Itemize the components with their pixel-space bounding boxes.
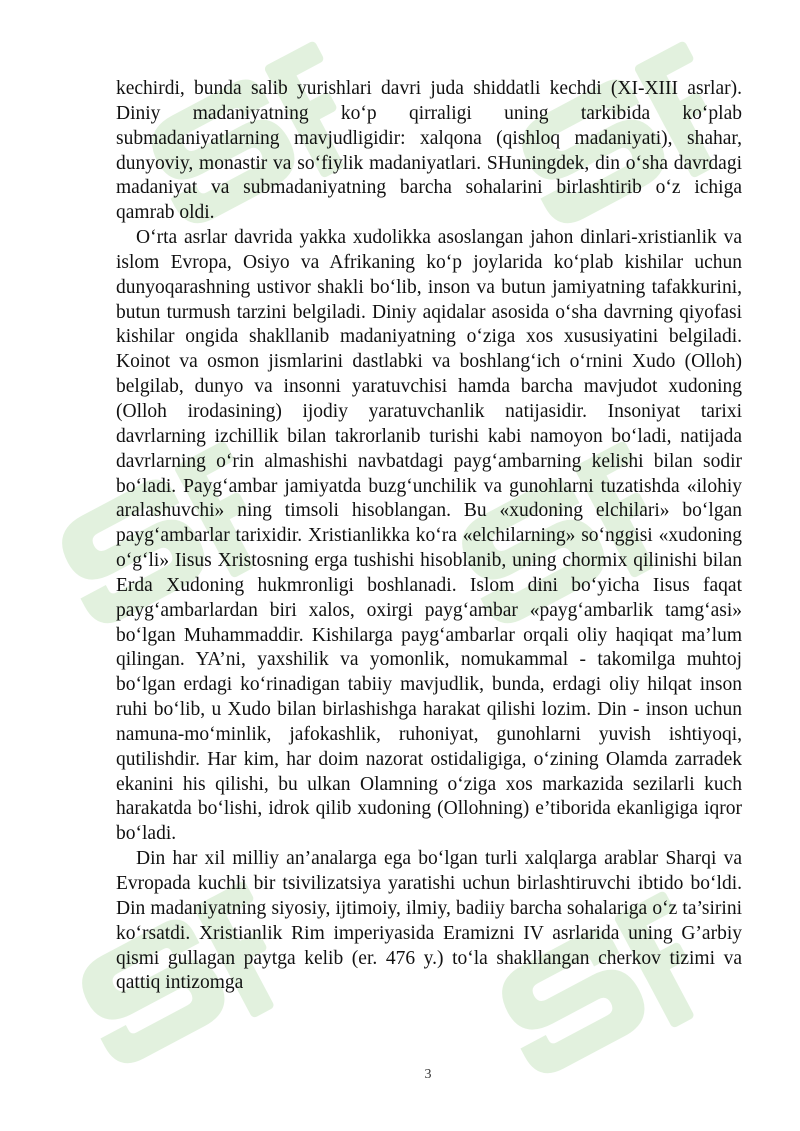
page-body	[116, 77, 742, 996]
page-number: 3	[424, 1067, 432, 1082]
paragraph-2: O‘rta asrlar davrida yakka xudolikka asoslangan jahon dinlari-xristianlik va islom Evropa, Osiyo va Afrikaning ko‘p joylarida ko‘plab kishilar uchun dunyoqarashning ustivor shakli bo‘lib, inson va butun jamiyatning tafakkurini, butun turmush tarzini belgiladi. Diniy aqidalar asosida o‘sha davrning qiyofasi kishilar ongida shakllanib madaniyatning o‘ziga xos xususiyatini belgiladi. Koinot va osmon jismlarini dastlabki va boshlang‘ich o‘rnini Xudo (Olloh) belgilab, dunyo va insonni yaratuvchisi hamda barcha mavjudot xudoning (Olloh irodasining) ijodiy yaratuvchanlik natijasidir. Insoniyat tarixi davrlarning izchillik bilan takrorlanib turishi kabi namoyon bo‘ladi, natijada davrlarning o‘rin almashishi navbatdagi payg‘ambarning kelishi bilan sodir bo‘ladi. Payg‘ambar jamiyatda buzg‘unchilik va gunohlarni tuzatishda «ilohiy aralashuvchi» ning timsoli hisoblangan. Bu «xudoning elchilari» bo‘lgan payg‘ambarlar tarixidir. Xristianlikka ko‘ra «elchilarning» so‘nggisi «xudoning o‘g‘li» Iisus Xristosning erga tushishi hisoblanib, uning chormix qilinishi bilan Erda Xudoning hukmronligi boshlanadi. Islom dini bo‘yicha Iisus faqat payg‘ambarlardan biri xalos, oxirgi payg‘ambar «payg‘ambarlik tamg‘asi» bo‘lgan Muhammaddir. Kishilarga payg‘ambarlar orqali oliy haqiqat ma’lum qilingan. YA’ni, yaxshilik va yomonlik, nomukammal - takomilga muhtoj bo‘lgan erdagi ko‘rinadigan tabiiy mavjudlik, bunda, erdagi oliy hilqat inson ruhi bo‘lib, u Xudo bilan birlashishga harakat qilishi lozim. Din - inson uchun namuna-mo‘minlik, jafokashlik, ruhoniyat, gunohlarni yuvish ishtiyoqi, qutilishdir. Har kim, har doim nazorat ostidaligiga, o‘zining Olamda zarradek ekanini his qilishi, bu ulkan Olamning o‘ziga xos markazida sezilarli kuch harakatda bo‘lishi, idrok qilib xudoning (Ollohning) e’tiborida ekanligiga iqror bo‘ladi.	[116, 227, 742, 845]
paragraph-3: Din har xil milliy an’analarga ega bo‘lgan turli xalqlarga arablar Sharqi va Evropada kuchli bir tsivilizatsiya yaratishi uchun birlashtiruvchi ibtido bo‘ldi. Din madaniyatning siyosiy, ijtimoiy, ilmiy, badiiy barcha sohalariga o‘z ta’sirini ko‘rsatdi. Xristianlik Rim imperiyasida Eramizni IV asrlarida uning G’arbiy qismi gullagan paytga kelib (er. 476 y.) to‘la shakllangan cherkov tizimi va qattiq intizomga	[116, 848, 742, 994]
paragraph-1: kechirdi, bunda salib yurishlari davri juda shiddatli kechdi (XI-XIII asrlar). Diniy madaniyatning ko‘p qirraligi uning tarkibida ko‘plab submadaniyatlarning mavjudligidir: xalqona (qishloq madaniyati), shahar, dunyoviy, monastir va so‘fiylik madaniyatlari. SHuningdek, din o‘sha davrdagi madaniyat va submadaniyatning barcha sohalarini birlashtirib o‘z ichiga qamrab oldi.	[116, 78, 742, 224]
